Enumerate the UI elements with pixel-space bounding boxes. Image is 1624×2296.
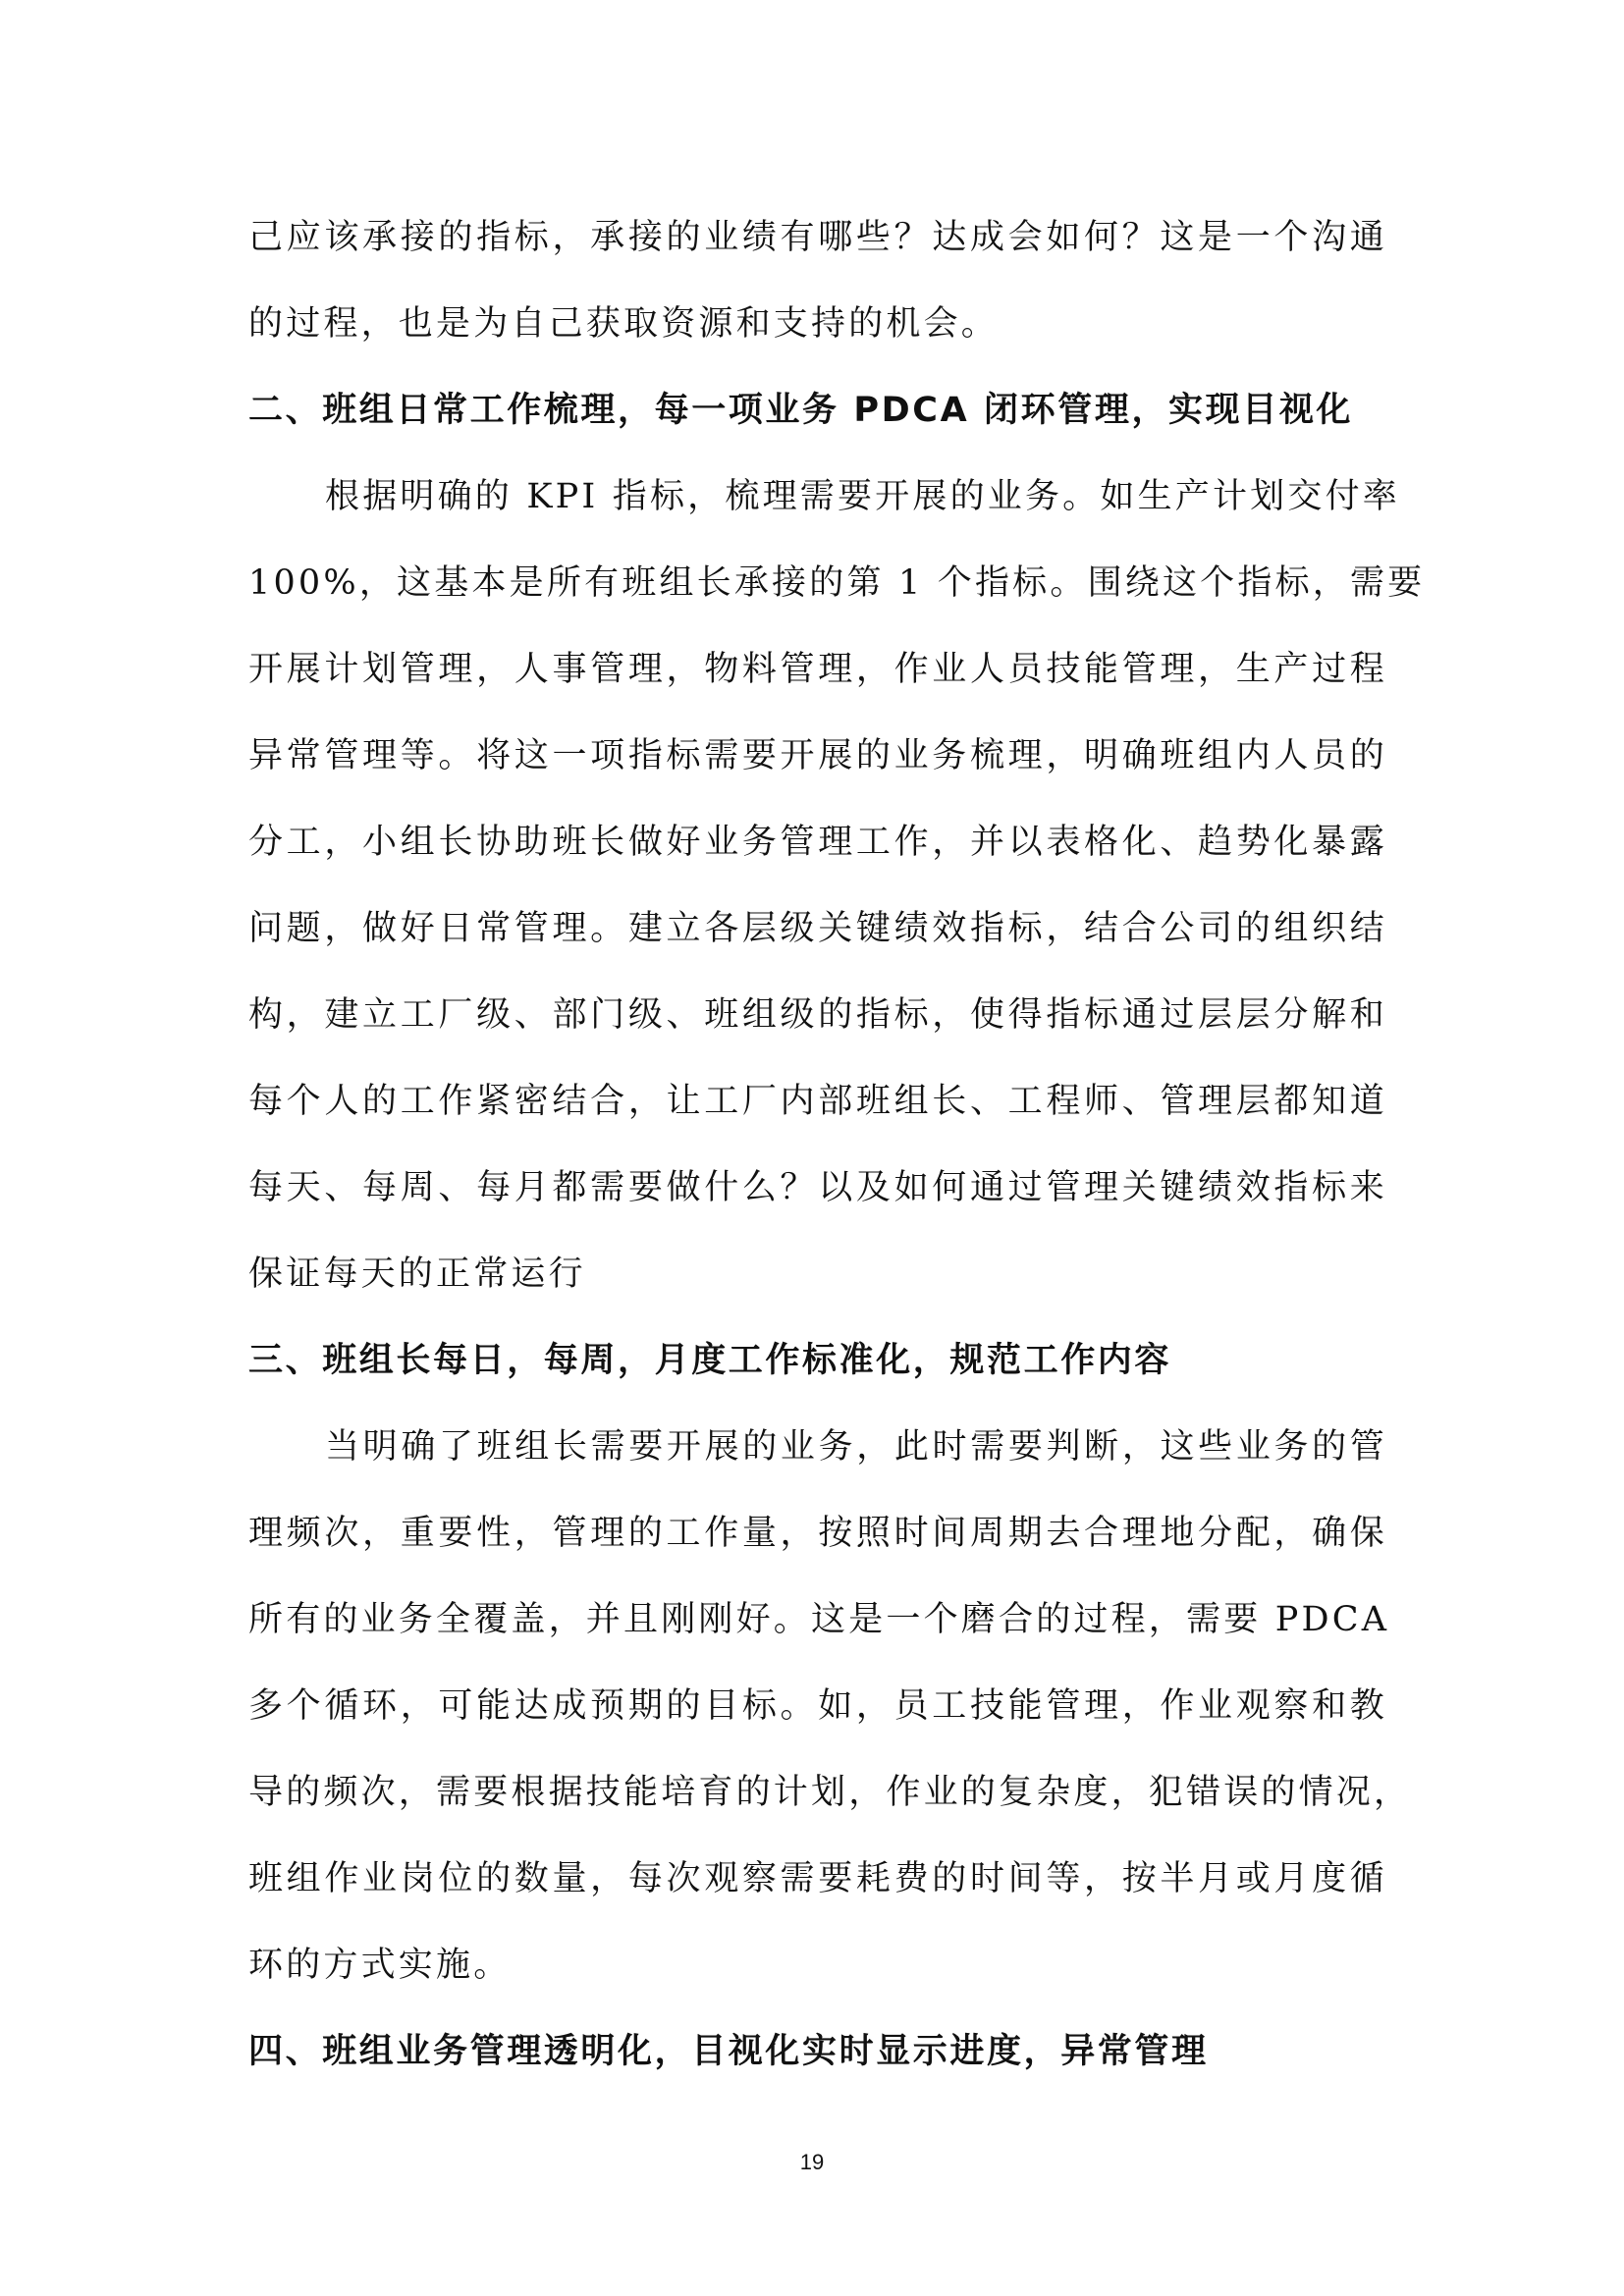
section-heading-4: 四、班组业务管理透明化，目视化实时显示进度，异常管理	[248, 2032, 1209, 2071]
paragraph-line: 环的方式实施。	[248, 1946, 512, 1985]
section-heading-2: 二、班组日常工作梳理，每一项业务 PDCA 闭环管理，实现目视化	[248, 391, 1354, 430]
paragraph-line: 导的频次，需要根据技能培育的计划，作业的复杂度，犯错误的情况，	[248, 1773, 1412, 1812]
paragraph-line: 保证每天的正常运行	[248, 1255, 586, 1294]
section-heading-3: 三、班组长每日，每周，月度工作标准化，规范工作内容	[248, 1341, 1172, 1380]
paragraph-line: 班组作业岗位的数量，每次观察需要耗费的时间等，按半月或月度循	[248, 1859, 1387, 1898]
paragraph-line: 己应该承接的指标，承接的业绩有哪些？达成会如何？这是一个沟通	[248, 218, 1387, 257]
paragraph-line: 当明确了班组长需要开展的业务，此时需要判断，这些业务的管	[325, 1427, 1387, 1467]
paragraph-line: 每个人的工作紧密结合，让工厂内部班组长、工程师、管理层都知道	[248, 1082, 1387, 1121]
paragraph-line: 多个循环，可能达成预期的目标。如，员工技能管理，作业观察和教	[248, 1686, 1387, 1726]
paragraph-line: 分工，小组长协助班长做好业务管理工作，并以表格化、趋势化暴露	[248, 823, 1387, 862]
paragraph-line: 理频次，重要性，管理的工作量，按照时间周期去合理地分配，确保	[248, 1514, 1387, 1553]
paragraph-line: 的过程，也是为自己获取资源和支持的机会。	[248, 304, 1000, 344]
paragraph-line: 构，建立工厂级、部门级、班组级的指标，使得指标通过层层分解和	[248, 995, 1387, 1035]
paragraph-line: 100%，这基本是所有班组长承接的第 1 个指标。围绕这个指标，需要	[248, 563, 1426, 603]
paragraph-line: 异常管理等。将这一项指标需要开展的业务梳理，明确班组内人员的	[248, 736, 1387, 775]
page-number: 19	[799, 2150, 825, 2174]
paragraph-line: 开展计划管理，人事管理，物料管理，作业人员技能管理，生产过程	[248, 650, 1387, 689]
paragraph-line: 根据明确的 KPI 指标，梳理需要开展的业务。如生产计划交付率	[325, 477, 1400, 516]
paragraph-line: 所有的业务全覆盖，并且刚刚好。这是一个磨合的过程，需要 PDCA	[248, 1600, 1390, 1639]
paragraph-line: 每天、每周、每月都需要做什么？以及如何通过管理关键绩效指标来	[248, 1168, 1387, 1207]
paragraph-line: 问题，做好日常管理。建立各层级关键绩效指标，结合公司的组织结	[248, 909, 1387, 948]
